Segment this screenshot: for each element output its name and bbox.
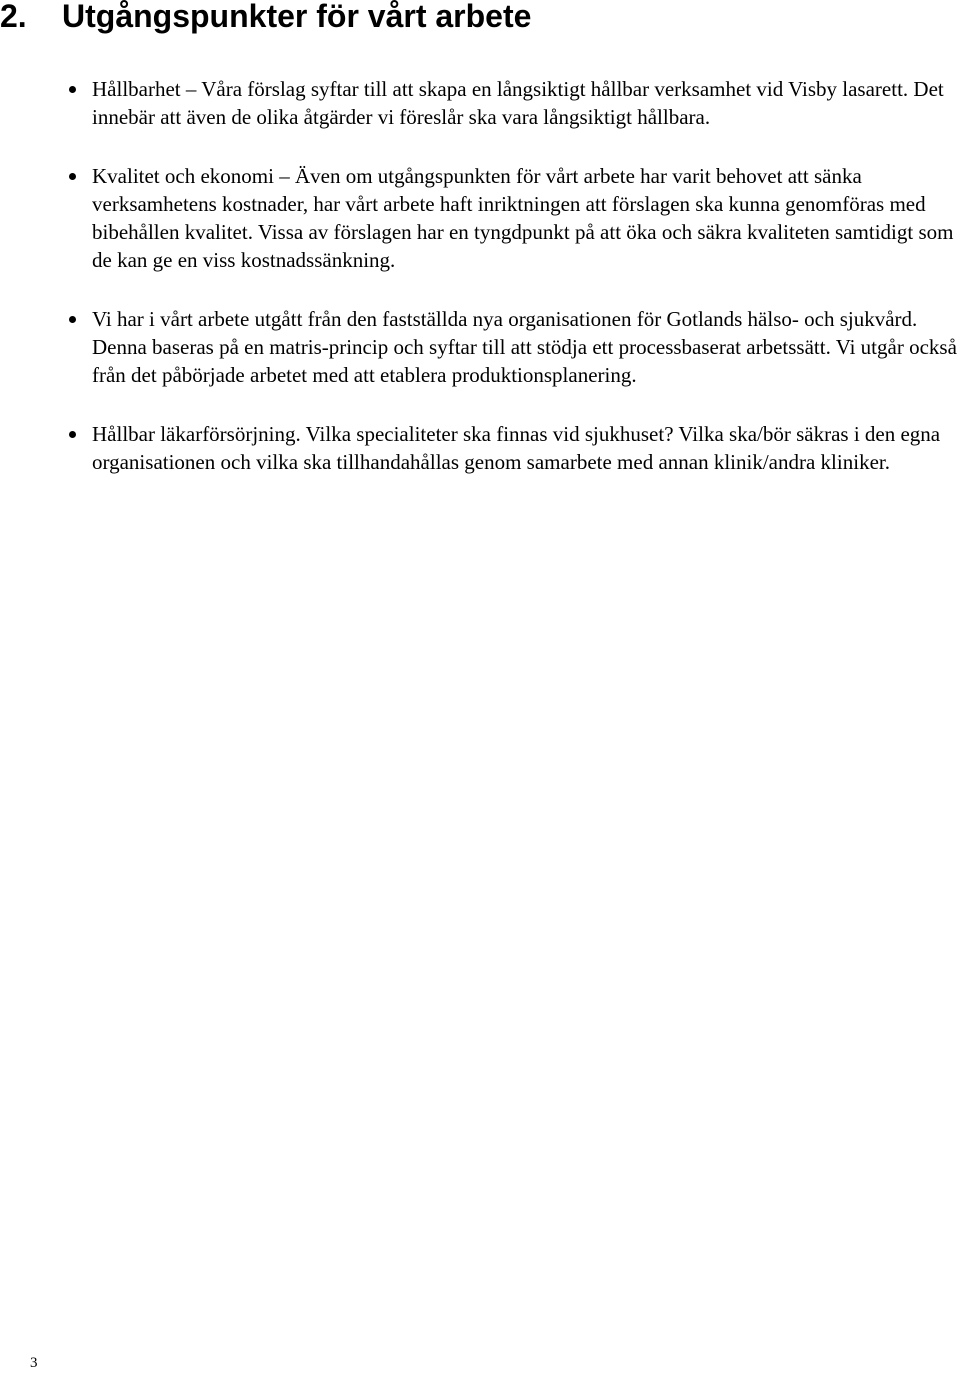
list-item-text: Hållbarhet – Våra förslag syftar till att skapa en långsiktigt hållbar verksamhet vid Visby lasarett. Det innebär att även de olika åtgärder vi föreslår ska vara långsiktigt hållbara.	[92, 77, 944, 129]
bullet-dot-icon	[69, 86, 76, 93]
bullet-dot-icon	[69, 173, 76, 180]
bullet-dot-icon	[69, 431, 76, 438]
page-title	[0, 0, 531, 36]
bullet-list	[0, 75, 960, 476]
section-title: Utgångspunkter för vårt arbete	[62, 0, 532, 34]
page-number: 3	[30, 1355, 38, 1371]
list-item	[0, 162, 960, 274]
list-item-text: Vi har i vårt arbete utgått från den fastställda nya organisationen för Gotlands hälso- och sjukvård. Denna baseras på en matris-princip och syftar till att stödja ett processbaserat arbetssätt. Vi utgår också från det påbörjade arbetet med att etablera produktionsplanering.	[92, 307, 957, 387]
list-item	[0, 420, 960, 476]
section-number: 2.	[0, 0, 27, 34]
list-item-text: Kvalitet och ekonomi – Även om utgångspunkten för vårt arbete har varit behovet att sänka verksamhetens kostnader, har vårt arbete haft inriktningen att förslagen ska kunna genomföras med bibehållen kvalitet. Vissa av förslagen har en tyngdpunkt på att öka och säkra kvaliteten samtidigt som de kan ge en viss kostnadssänkning.	[92, 164, 954, 272]
list-item-text: Hållbar läkarförsörjning. Vilka specialiteter ska finnas vid sjukhuset? Vilka ska/bör säkras i den egna organisationen och vilka ska tillhandahållas genom samarbete med annan klinik/andra kliniker.	[92, 422, 941, 474]
bullet-dot-icon	[69, 316, 76, 323]
list-item	[0, 305, 960, 389]
list-item	[0, 75, 960, 131]
